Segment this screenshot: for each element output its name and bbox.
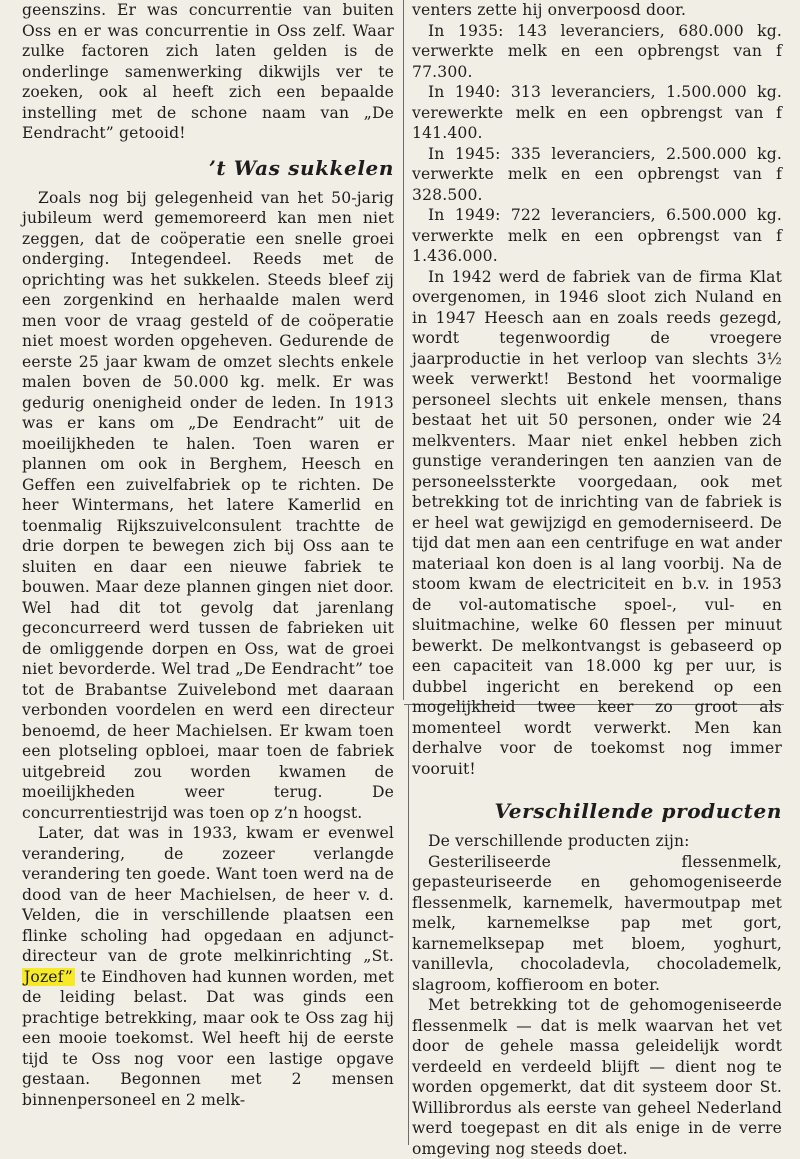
- later-text-after: te Eindhoven had kunnen worden, met de leiding belast. Dat was ginds een prachtige betrekking, maar ook te Oss zag hij een mooie toekomst. Wel heeft hij de eerste tijd te Oss nog voor een lastige opgave gestaan. Begonnen met 2 mensen binnenpersoneel en 2 melk-: [22, 967, 395, 1109]
- left-intro-paragraph: geenszins. Er was concurrentie van buiten Oss en er was concurrentie in Oss zelf. Waar zulke factoren zich laten gelden is de onderlinge samenwerking dikwijls ver te zoeken, ook al heeft zich een bepaalde instelling met de schone naam van „De Eendracht” getooid!: [22, 1, 394, 142]
- stat-1935: In 1935: 143 leveranciers, 680.000 kg. verwerkte melk en een opbrengst van f 77.300.: [412, 21, 782, 81]
- later-paragraph: [22, 823, 394, 1110]
- stat-1945: In 1945: 335 leveranciers, 2.500.000 kg. verwerkte melk en een opbrengst van f 328.500.: [412, 144, 782, 204]
- section-heading-producten: Verschillende producten: [494, 799, 782, 823]
- highlighted-term: Jozef”: [24, 967, 73, 986]
- homogenized-paragraph: Met betrekking tot de gehomogeniseerde flessenmelk — dat is melk waarvan het vet door de gehele massa geleidelijk wordt verdeeld en verdeeld blijft — dient nog te worden opgemerkt, dat dit systeem door St. Willibrordus als eerste van geheel Nederland werd toegepast en dit als enige in de verre omgeving nog steeds doet.: [412, 996, 782, 1158]
- paragraph-1942: In 1942 werd de fabriek van de firma Klat overgenomen, in 1946 sloot zich Nuland en in 1947 Heesch aan en zoals reeds gezegd, wordt tegenwoordig de vroegere jaarproductie in het verloop van slechts 3½ week verwerkt! Bestond het voormalige personeel slechts uit enkele mensen, thans bestaat het uit 50 personen, onder wie 24 melkventers. Maar niet enkel hebben zich gunstige veranderingen ten aanzien van de personeelssterkte voorgedaan, ook met betrekking tot de inrichting van de fabriek is er heel wat gewijzigd en gemoderniseerd. De tijd dat men aan een centrifuge en wat ander materiaal kon doen is al lang voorbij. Na de stoom kwam de electriciteit en b.v. in 1953 de vol-automatische spoel-, vul- en sluitmachine, welke 60 flessen per minuut bewerkt. De melkontvangst is gebaseerd op een capaciteit van 18.000 kg per uur, is dubbel ingericht en berekend op een mogelijkheid twee keer zo groot als momenteel wordt verwerkt. Men kan derhalve voor de toekomst nog immer vooruit!: [412, 267, 782, 778]
- products-list: Gesteriliseerde flessenmelk, gepasteuriseerde en gehomogeniseerde flessenmelk, karnemelk, havermoutpap met melk, karnemelkse pap met gort, karnemelksepap met bloem, yoghurt, vanillevla, chocoladevla, chocolademelk, slagroom, koffieroom en boter.: [412, 852, 782, 994]
- right-intro-line: venters zette hij onverpoosd door.: [412, 1, 687, 19]
- stat-1949: In 1949: 722 leveranciers, 6.500.000 kg. verwerkte melk en een opbrengst van f 1.436.000.: [412, 206, 782, 265]
- stat-1940: In 1940: 313 leveranciers, 1.500.000 kg. verewerkte melk en een opbrengst van f 141.400.: [412, 83, 782, 142]
- column-divider-lower: [408, 705, 409, 1145]
- section-heading-sukkelen: ’t Was sukkelen: [208, 155, 394, 180]
- later-text-before: Later, dat was in 1933, kwam er evenwel verandering, de zozeer verlangde verandering ten goede. Want toen werd na de dood van de heer Machielsen, de heer v. d. Velden, die in verschillende plaatsen een flinke scholing had opgedaan en adjunct-directeur van de grote melkinrichting „St.: [22, 824, 394, 965]
- left-column: [22, 0, 394, 1110]
- column-divider-upper: [403, 0, 404, 700]
- right-column: [412, 0, 782, 1159]
- sukkelen-paragraph: Zoals nog bij gelegenheid van het 50-jarig jubileum werd gememoreerd kan men niet zeggen, dat de coöperatie een snelle groei onderging. Integendeel. Reeds met de oprichting was het sukkelen. Steeds bleef zij een zorgenkind en herhaalde malen werd men voor de vraag gesteld of de coöperatie niet moest worden opgeheven. Gedurende de eerste 25 jaar kwam de omzet slechts enkele malen boven de 50.000 kg. melk. Er was gedurig onenigheid onder de leden. In 1913 was er kans om „De Eendracht” uit de moeilijkheden te halen. Toen waren er plannen om ook in Berghem, Heesch en Geffen een zuivelfabriek op te richten. De heer Wintermans, het latere Kamerlid en toenmalig Rijkszuivelconsulent trachtte de drie dorpen te bewegen zich bij Oss aan te sluiten en daar een nieuwe fabriek te bouwen. Maar deze plannen gingen niet door. Wel had dit tot gevolg dat jarenlang geconcurreerd werd tussen de fabrieken uit de omliggende dorpen en Oss, wat de groei niet bevorderde. Wel trad „De Eendracht” toe tot de Brabantse Zuivelebond met daaraan verbonden voordelen en werd een directeur benoemd, de heer Machielsen. Er kwam toen een plotseling opbloei, maar toen de fabriek uitgebreid zou worden kwamen de moeilijkheden weer terug. De concurrentiestrijd was toen op z’n hoogst.: [22, 188, 394, 822]
- products-intro: De verschillende producten zijn:: [428, 832, 690, 850]
